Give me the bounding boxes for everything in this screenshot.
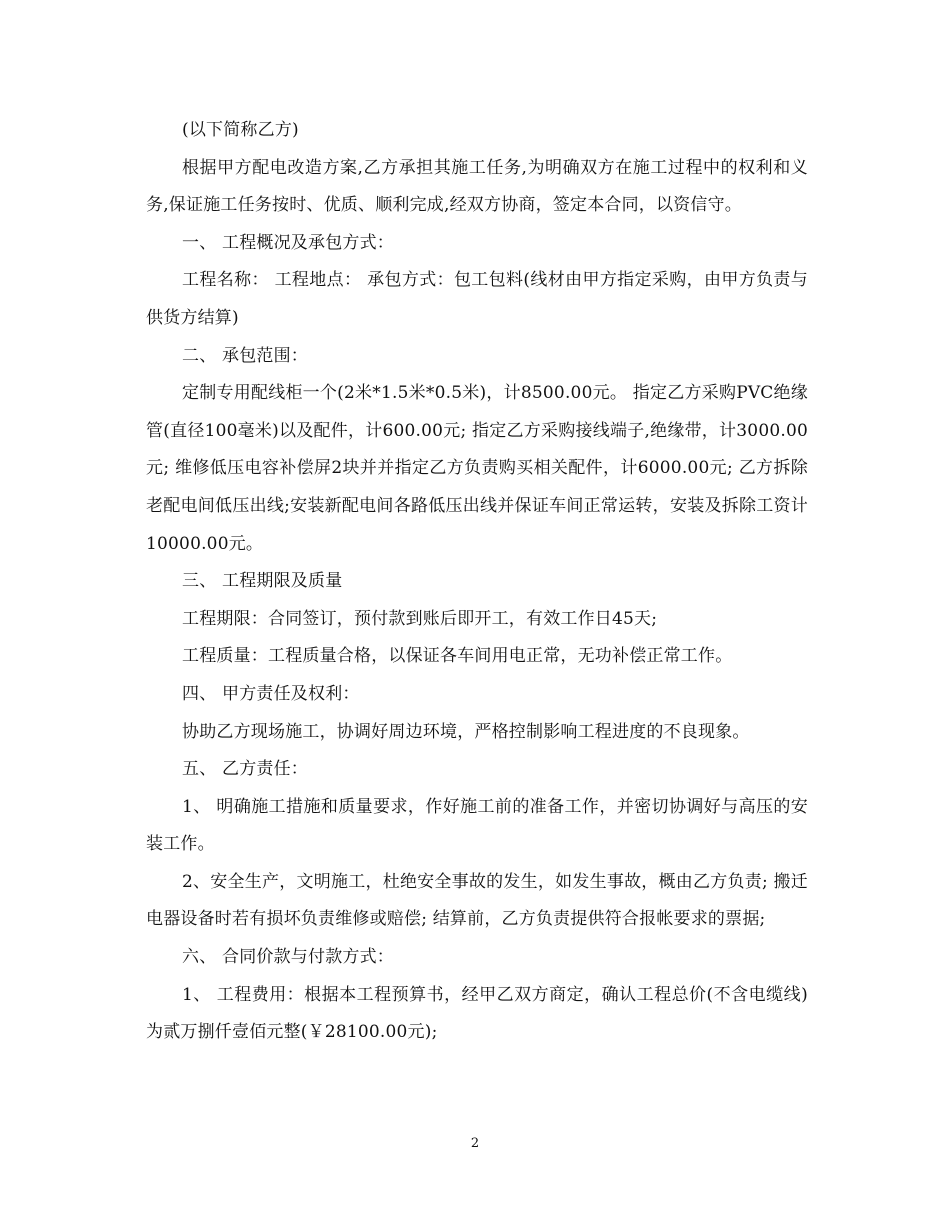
document-body [146, 112, 808, 1052]
paragraph-abbreviation: (以下简称乙方) [182, 120, 299, 140]
paragraph-preamble: 根据甲方配电改造方案,乙方承担其施工任务,为明确双方在施工过程中的权利和义务,保证施工任务按时、优质、顺利完成,经双方协商，签定本合同，以资信守。 [146, 157, 808, 216]
paragraph-party-a-duties: 协助乙方现场施工，协调好周边环境，严格控制影响工程进度的不良现象。 [182, 721, 750, 742]
paragraph-project-info: 工程名称： 工程地点： 承包方式：包工包料(线材由甲方指定采购，由甲方负责与供货方结算) [146, 270, 808, 328]
heading-section-2: 二、 承包范围： [182, 345, 309, 366]
paragraph-scope: 定制专用配线柜一个(2米*1.5米*0.5米)，计8500.00元。 指定乙方采购PVC绝缘管(直径100毫米)以及配件，计600.00元; 指定乙方采购接线端子,绝缘带，计3000.00元; 维修低压电容补偿屏2块并并指定乙方负责购买相关配件，计6000.00元; 乙方拆除老配电间低压出线;安装新配电间各路低压出线并保证车间正常运转，安装及拆除工资计10000.00元。 [146, 383, 808, 554]
heading-section-3: 三、 工程期限及质量 [182, 571, 343, 592]
heading-section-4: 四、 甲方责任及权利： [182, 683, 360, 704]
paragraph-duration: 工程期限：合同签订，预付款到账后即开工，有效工作日45天; [182, 608, 658, 629]
paragraph-party-b-duty-1: 1、 明确施工措施和质量要求，作好施工前的准备工作，并密切协调好与高压的安装工作。 [146, 796, 808, 855]
heading-section-5: 五、 乙方责任： [182, 759, 309, 780]
paragraph-quality: 工程质量：工程质量合格，以保证各车间用电正常，无功补偿正常工作。 [182, 646, 733, 667]
page-number: 2 [470, 1136, 480, 1151]
paragraph-party-b-duty-2: 2、安全生产，文明施工，杜绝安全事故的发生，如发生事故，概由乙方负责; 搬迁电器设备时若有损坏负责维修或赔偿; 结算前，乙方负责提供符合报帐要求的票据; [146, 871, 808, 930]
heading-section-1: 一、 工程概况及承包方式： [182, 232, 395, 253]
paragraph-cost: 1、 工程费用：根据本工程预算书，经甲乙双方商定，确认工程总价(不含电缆线)为贰万捌仟壹佰元整(￥28100.00元); [146, 984, 808, 1043]
heading-section-6: 六、 合同价款与付款方式： [182, 947, 395, 968]
